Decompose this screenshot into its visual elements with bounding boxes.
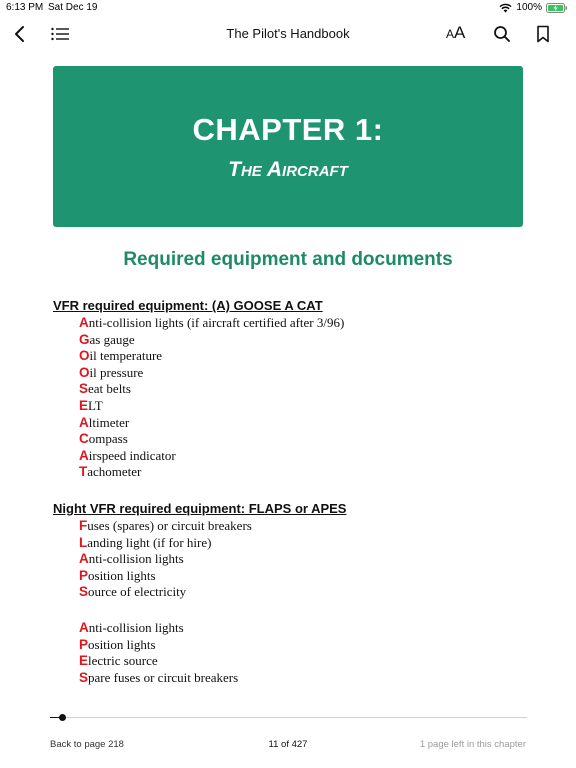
list-item-text: osition lights: [88, 567, 156, 583]
list-item-text: achometer: [87, 464, 142, 480]
section-heading: Required equipment and documents: [123, 249, 453, 270]
list-item-text: nti-collision lights (if aircraft certified after 3/96): [88, 315, 345, 330]
mnemonic-initial: F: [79, 518, 88, 533]
mnemonic-initial: P: [79, 567, 89, 583]
list-item-text: lectric source: [88, 653, 158, 669]
text-size-button[interactable]: [446, 24, 465, 46]
list-item: [79, 381, 344, 398]
list-item: [79, 518, 252, 535]
mnemonic-initial: C: [79, 431, 89, 447]
mnemonic-initial: A: [79, 620, 89, 635]
list-item: [79, 620, 238, 637]
status-bar: [0, 0, 576, 16]
list-item-text: nti-collision lights: [88, 620, 184, 635]
search-button[interactable]: [490, 22, 514, 46]
mnemonic-initial: A: [79, 551, 89, 567]
list-item-text: il temperature: [89, 348, 163, 364]
book-title: The Pilot's Handbook: [226, 26, 350, 41]
list-item-text: LT: [88, 397, 103, 413]
mnemonic-initial: S: [79, 584, 89, 600]
page-progress-slider[interactable]: [50, 717, 527, 718]
status-date: Sat Dec 19: [48, 2, 98, 13]
mnemonic-initial: A: [79, 315, 89, 330]
back-to-page-link[interactable]: Back to page 218: [50, 739, 124, 750]
chapter-title: CHAPTER 1:: [192, 112, 384, 147]
list-item: [79, 535, 252, 552]
bookmark-button[interactable]: [531, 22, 555, 46]
vfr-equipment-list: [79, 315, 344, 481]
chapter-banner: [53, 66, 523, 227]
back-button[interactable]: [8, 22, 32, 46]
list-item: [79, 653, 238, 670]
list-item: [79, 315, 344, 332]
table-of-contents-button[interactable]: [48, 22, 72, 46]
list-item-text: as gauge: [89, 331, 135, 347]
mnemonic-initial: T: [79, 464, 88, 480]
list-item-text: ltimeter: [88, 414, 130, 430]
list-item-text: ource of electricity: [88, 584, 187, 600]
battery-percent: 100%: [516, 2, 542, 13]
mnemonic-initial: E: [79, 653, 89, 669]
nav-bar: [0, 16, 576, 52]
text-size-icon: AA: [446, 23, 466, 42]
wifi-icon: [499, 3, 512, 13]
list-item-text: nti-collision lights: [88, 551, 184, 567]
mnemonic-initial: E: [79, 397, 89, 413]
list-item: [79, 431, 344, 448]
table-of-contents-icon: [51, 27, 69, 41]
list-item: [79, 637, 238, 654]
list-item: [79, 365, 344, 382]
night-vfr-equipment-heading: Night VFR required equipment: FLAPS or APES: [53, 501, 347, 516]
mnemonic-initial: G: [79, 331, 90, 347]
mnemonic-initial: O: [79, 348, 90, 364]
chapter-subtitle: The Aircraft: [228, 158, 348, 181]
list-item-text: eat belts: [88, 381, 131, 397]
mnemonic-initial: P: [79, 636, 89, 652]
page-indicator: 11 of 427: [268, 739, 308, 750]
vfr-equipment-heading: VFR required equipment: (A) GOOSE A CAT: [53, 298, 323, 313]
list-item-text: osition lights: [88, 636, 156, 652]
list-item: [79, 332, 344, 349]
status-time: 6:13 PM: [6, 2, 44, 13]
list-item-text: il pressure: [89, 364, 144, 380]
list-item: [79, 584, 252, 601]
apes-equipment-list: [79, 620, 238, 686]
reader-footer: [0, 739, 576, 753]
mnemonic-initial: S: [79, 669, 89, 685]
list-item-text: pare fuses or circuit breakers: [88, 669, 239, 685]
list-item-text: uses (spares) or circuit breakers: [87, 518, 252, 533]
night-vfr-equipment-list: [79, 518, 252, 601]
list-item: [79, 568, 252, 585]
list-item: [79, 415, 344, 432]
pages-left-in-chapter: 1 page left in this chapter: [419, 739, 526, 750]
list-item: [79, 464, 344, 481]
battery-charging-icon: [546, 3, 568, 13]
status-indicators: [499, 2, 568, 13]
page-progress-knob[interactable]: [59, 714, 66, 721]
search-icon: [493, 25, 511, 43]
list-item: [79, 448, 344, 465]
list-item: [79, 348, 344, 365]
mnemonic-initial: L: [79, 534, 88, 550]
back-chevron-icon: [13, 25, 27, 43]
mnemonic-initial: A: [79, 447, 89, 463]
list-item-text: anding light (if for hire): [87, 534, 212, 550]
mnemonic-initial: A: [79, 414, 89, 430]
list-item: [79, 551, 252, 568]
mnemonic-initial: S: [79, 381, 89, 397]
bookmark-icon: [536, 25, 550, 43]
list-item-text: ompass: [88, 431, 128, 447]
list-item-text: irspeed indicator: [88, 447, 176, 463]
list-item: [79, 398, 344, 415]
mnemonic-initial: O: [79, 364, 90, 380]
list-item: [79, 670, 238, 687]
